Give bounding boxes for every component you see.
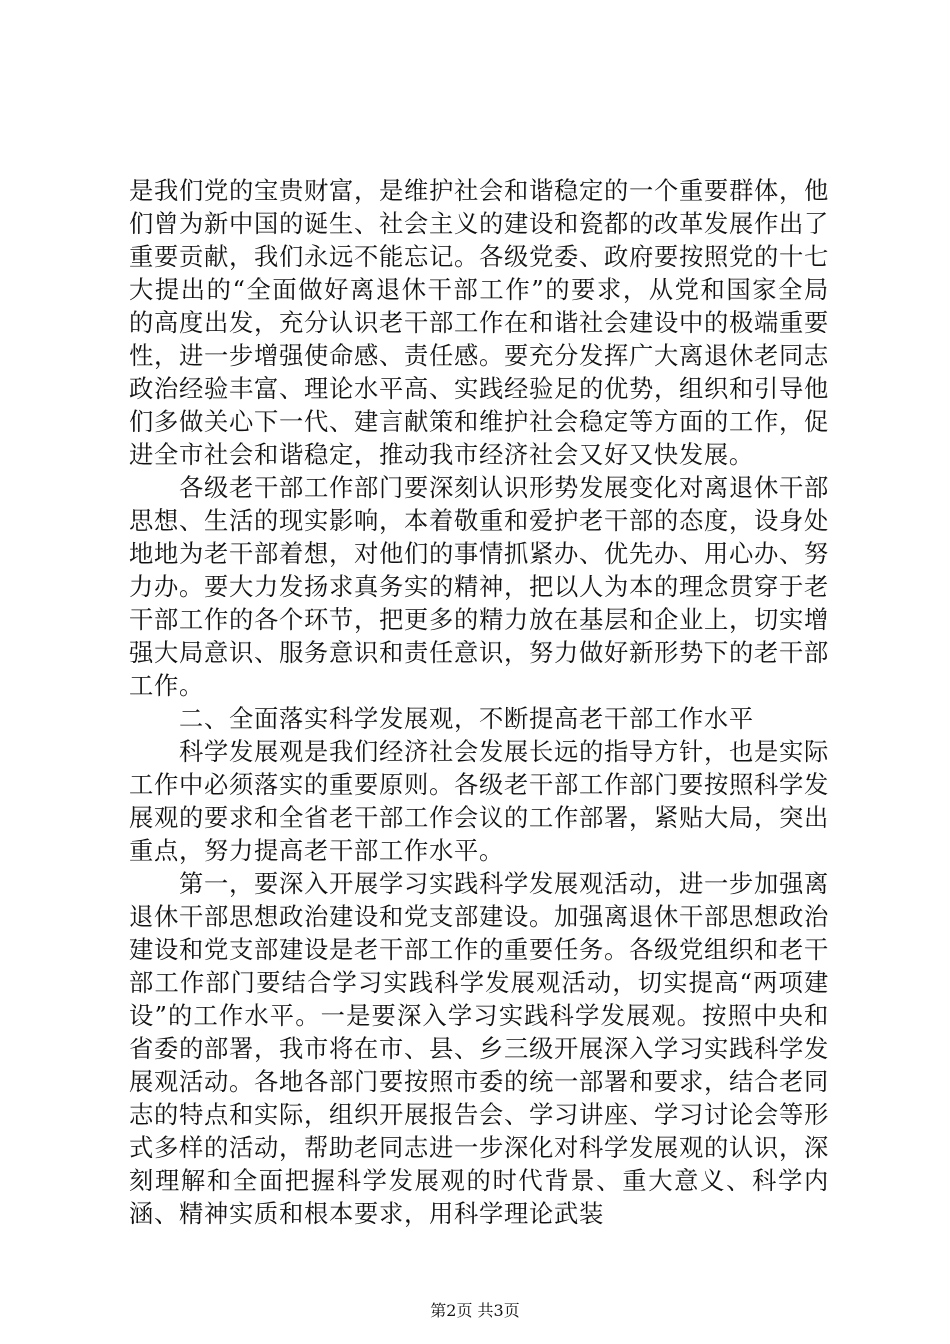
paragraph-1: 是我们党的宝贵财富，是维护社会和谐稳定的一个重要群体，他们曾为新中国的诞生、社会主义的建设和瓷都的改革发展作出了重要贡献，我们永远不能忘记。各级党委、政府要按照党的十七大提出的“全面做好离退休干部工作”的要求，从党和国家全局的高度出发，充分认识老干部工作在和谐社会建设中的极端重要性，进一步增强使命感、责任感。要充分发挥广大离退休老同志政治经验丰富、理论水平高、实践经验足的优势，组织和引导他们多做关心下一代、建言献策和维护社会稳定等方面的工作，促进全市社会和谐稳定，推动我市经济社会又好又快发展。 (129, 176, 829, 469)
document-body (129, 174, 829, 1230)
section-heading: 二、全面落实科学发展观，不断提高老干部工作水平 (179, 704, 754, 733)
paragraph-2: 各级老干部工作部门要深刻认识形势发展变化对离退休干部思想、生活的现实影响，本着敬重和爱护老干部的态度，设身处地地为老干部着想，对他们的事情抓紧办、优先办、用心办、努力办。要大力发扬求真务实的精神，把以人为本的理念贯穿于老干部工作的各个环节，把更多的精力放在基层和企业上，切实增强大局意识、服务意识和责任意识，努力做好新形势下的老干部工作。 (129, 473, 829, 700)
page-number-footer: 第2页 共3页 (430, 1301, 520, 1320)
paragraph-3: 科学发展观是我们经济社会发展长远的指导方针，也是实际工作中必须落实的重要原则。各级老干部工作部门要按照科学发展观的要求和全省老干部工作会议的工作部署，紧贴大局，突出重点，努力提高老干部工作水平。 (129, 737, 829, 865)
paragraph-4: 第一，要深入开展学习实践科学发展观活动，进一步加强离退休干部思想政治建设和党支部建设。加强离退休干部思想政治建设和党支部建设是老干部工作的重要任务。各级党组织和老干部工作部门要结合学习实践科学发展观活动，切实提高“两项建设”的工作水平。一是要深入学习实践科学发展观。按照中央和省委的部署，我市将在市、县、乡三级开展深入学习实践科学发展观活动。各地各部门要按照市委的统一部署和要求，结合老同志的特点和实际，组织开展报告会、学习讲座、学习讨论会等形式多样的活动，帮助老同志进一步深化对科学发展观的认识，深刻理解和全面把握科学发展观的时代背景、重大意义、科学内涵、精神实质和根本要求，用科学理论武装 (129, 869, 829, 1228)
